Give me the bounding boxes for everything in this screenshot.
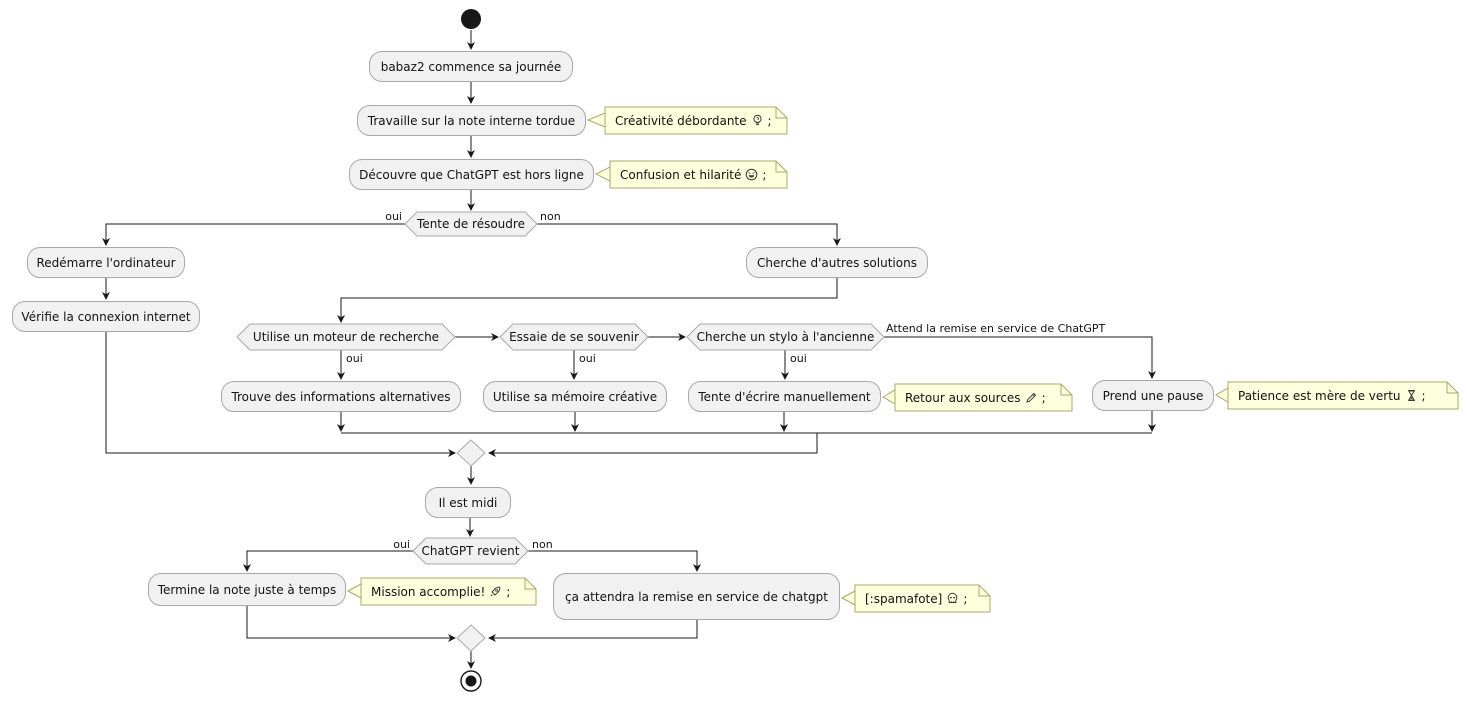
decision-search-engine-label: Utilise un moteur de recherche (252, 330, 440, 344)
decision-try-solve-label: Tente de résoudre (417, 217, 525, 231)
branch-label-pen-else: Attend la remise en service de ChatGPT (886, 322, 1106, 335)
activity-take-break-label: Prend une pause (1102, 388, 1204, 403)
branch-label-try-solve-oui: oui (385, 210, 402, 223)
note-spamafote (857, 585, 990, 612)
note-back-to-sources (897, 384, 1072, 411)
activity-seek-solutions-label: Cherche d'autres solutions (757, 255, 917, 270)
activity-use-memory-label: Utilise sa mémoire créative (492, 389, 658, 404)
branch-label-chatgpt-back-non: non (532, 538, 553, 551)
activity-work-note-label: Travaille sur la note interne tordue (367, 113, 576, 128)
activity-work-note (357, 105, 586, 136)
branch-label-search-engine-oui: oui (346, 352, 363, 365)
activity-use-memory (483, 381, 667, 412)
merge-diamond-mid (457, 440, 485, 466)
activity-start-day-label: babaz2 commence sa journée (380, 59, 562, 74)
note-spamafote-text: [:spamafote] (865, 591, 943, 606)
decision-try-solve (405, 212, 537, 236)
branch-label-chatgpt-back-oui: oui (393, 538, 410, 551)
pencil-icon (1025, 391, 1038, 404)
activity-find-alternatives-label: Trouve des informations alternatives (231, 389, 451, 404)
decision-remember (500, 324, 648, 350)
decision-chatgpt-back-label: ChatGPT revient (421, 544, 520, 558)
activity-start-day (369, 51, 573, 82)
activity-noon-label: Il est midi (438, 495, 498, 510)
activity-discover-offline (349, 159, 594, 190)
note-mission (363, 578, 536, 605)
activity-check-internet-label: Vérifie la connexion internet (21, 309, 191, 324)
activity-restart-computer-label: Redémarre l'ordinateur (36, 255, 176, 270)
branch-label-pen-oui: oui (790, 352, 807, 365)
note-confusion (612, 161, 787, 188)
branch-label-remember-oui: oui (579, 352, 596, 365)
note-spamafote-suffix: ; (963, 591, 968, 606)
merge-diamond-end (457, 625, 485, 651)
note-back-to-sources-suffix: ; (1041, 390, 1046, 405)
skull-icon (946, 592, 959, 605)
activity-check-internet (12, 301, 200, 332)
activity-finish-note-label: Termine la note juste à temps (157, 582, 337, 597)
activity-write-manually-label: Tente d'écrire manuellement (698, 389, 871, 404)
note-patience (1230, 382, 1458, 409)
note-creativity (607, 107, 787, 134)
note-confusion-text: Confusion et hilarité (620, 167, 742, 182)
decision-pen-label: Cherche un stylo à l'ancienne (696, 330, 875, 344)
start-node (461, 9, 481, 29)
activity-discover-offline-label: Découvre que ChatGPT est hors ligne (359, 167, 584, 182)
rocket-icon (489, 585, 502, 598)
decision-remember-label: Essaie de se souvenir (509, 330, 639, 344)
hourglass-icon (1405, 389, 1418, 402)
bulb-icon (751, 114, 764, 127)
activity-seek-solutions (746, 247, 928, 278)
note-patience-text: Patience est mère de vertu (1238, 388, 1401, 403)
note-creativity-suffix: ; (767, 113, 772, 128)
note-creativity-text: Créativité débordante (615, 113, 747, 128)
activity-take-break (1092, 380, 1214, 411)
note-mission-text: Mission accomplie! (371, 584, 486, 599)
activity-finish-note (148, 573, 346, 606)
note-confusion-suffix: ; (762, 167, 767, 182)
activity-noon (425, 487, 511, 518)
decision-pen (687, 324, 884, 350)
activity-find-alternatives (221, 381, 461, 412)
note-patience-suffix: ; (1421, 388, 1426, 403)
decision-search-engine (237, 324, 455, 350)
activity-wait-service-label: ça attendra la remise en service de chatgpt (565, 589, 828, 604)
laughing-face-icon (745, 168, 758, 181)
note-mission-suffix: ; (506, 584, 511, 599)
activity-wait-service (553, 573, 840, 620)
activity-restart-computer (27, 247, 185, 278)
note-back-to-sources-text: Retour aux sources (905, 390, 1021, 405)
branch-label-try-solve-non: non (540, 210, 561, 223)
end-node-dot (466, 676, 477, 687)
decision-chatgpt-back (413, 538, 528, 564)
activity-write-manually (688, 381, 881, 412)
